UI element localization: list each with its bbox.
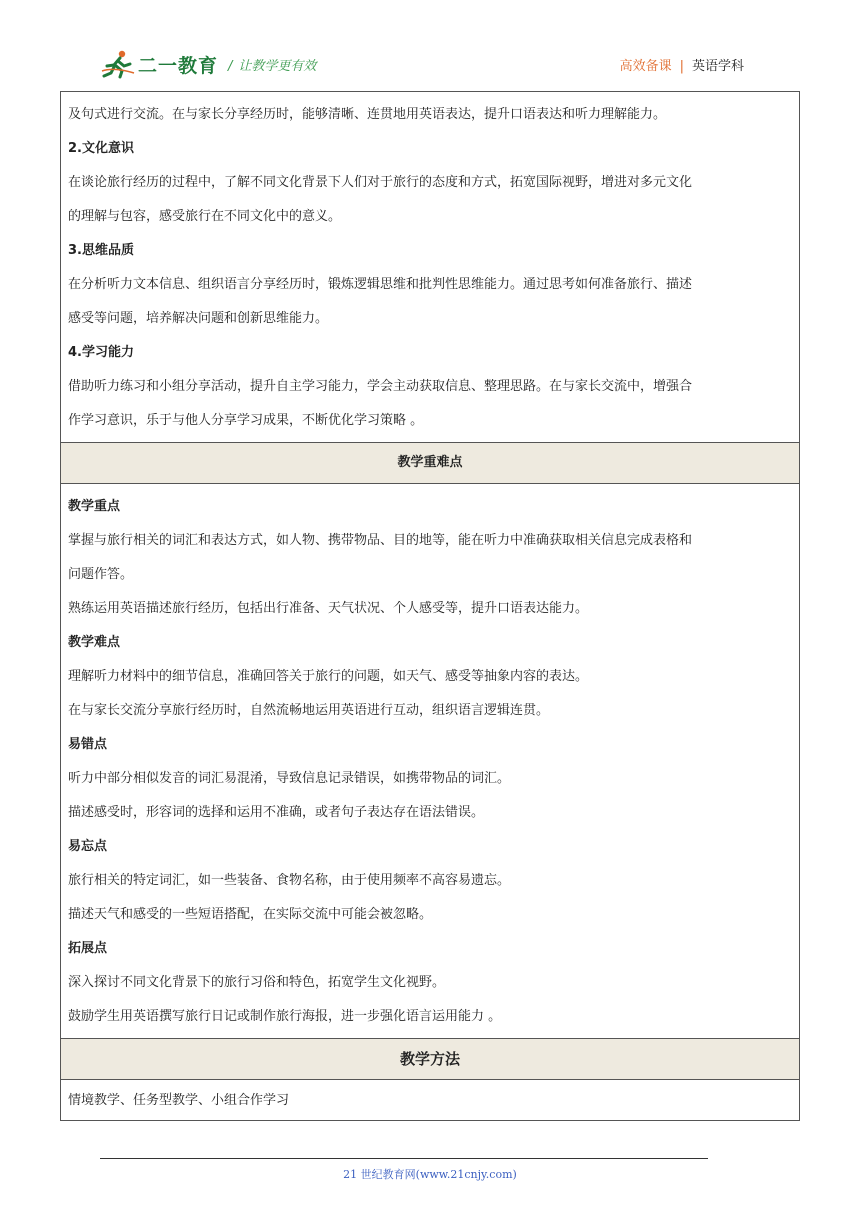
key-point-line: 旅行相关的特定词汇，如一些装备、食物名称，由于使用频率不高容易遗忘。: [68, 873, 511, 888]
objective-line: 的理解与包容，感受旅行在不同文化中的意义。: [68, 209, 342, 224]
key-point-line: 描述感受时，形容词的选择和运用不准确，或者句子表达存在语法错误。: [68, 805, 485, 820]
key-point-heading: 拓展点: [68, 941, 108, 956]
header-subject: 英语学科: [691, 59, 744, 74]
key-points-section: [61, 484, 799, 1038]
key-point-line: 听力中部分相似发音的词汇易混淆，导致信息记录错误，如携带物品的词汇。: [68, 771, 511, 786]
objective-line: 感受等问题，培养解决问题和创新思维能力。: [68, 311, 329, 326]
key-point-line: 在与家长交流分享旅行经历时，自然流畅地运用英语进行互动，组织语言逻辑连贯。: [68, 703, 550, 718]
key-point-line: 熟练运用英语描述旅行经历，包括出行准备、天气状况、个人感受等，提升口语表达能力。: [68, 601, 589, 616]
logo: [100, 48, 218, 80]
key-point-line: 鼓励学生用英语撰写旅行日记或制作旅行海报，进一步强化语言运用能力 。: [68, 1009, 502, 1024]
key-point-line: 问题作答。: [68, 567, 134, 582]
lesson-table: [60, 91, 800, 1121]
key-point-line: 描述天气和感受的一些短语搭配，在实际交流中可能会被忽略。: [68, 907, 433, 922]
runner-logo-icon: [100, 49, 136, 79]
objective-line: 在谈论旅行经历的过程中，了解不同文化背景下人们对于旅行的态度和方式，拓宽国际视野，增进对多元文化: [68, 175, 693, 190]
objective-line: 借助听力练习和小组分享活动，提升自主学习能力，学会主动获取信息、整理思路。在与家长交流中，增强合: [68, 379, 693, 394]
footer-text: 21 世纪教育网(www.21cnjy.com): [343, 1168, 517, 1181]
key-point-line: 深入探讨不同文化背景下的旅行习俗和特色，拓宽学生文化视野。: [68, 975, 446, 990]
slogan-divider: /: [228, 59, 233, 74]
key-point-heading: 教学难点: [68, 635, 121, 650]
header-separator: |: [679, 59, 684, 74]
key-point-heading: 易错点: [68, 737, 108, 752]
slogan: [228, 55, 316, 74]
key-points-header: 教学重难点: [61, 442, 799, 484]
objective-line: 作学习意识，乐于与他人分享学习成果，不断优化学习策略 。: [68, 413, 424, 428]
methods-text: 情境教学、任务型教学、小组合作学习: [68, 1093, 290, 1108]
page-header: [100, 44, 760, 84]
objective-heading: 3.思维品质: [68, 243, 134, 258]
header-highlight: 高效备课: [619, 59, 672, 74]
logo-text: 二一教育: [138, 54, 219, 77]
key-point-line: 掌握与旅行相关的词汇和表达方式，如人物、携带物品、目的地等，能在听力中准确获取相关信息完成表格和: [68, 533, 693, 548]
methods-header: 教学方法: [61, 1038, 799, 1080]
key-point-line: 理解听力材料中的细节信息，准确回答关于旅行的问题，如天气、感受等抽象内容的表达。: [68, 669, 589, 684]
key-point-heading: 易忘点: [68, 839, 108, 854]
objective-line: 在分析听力文本信息、组织语言分享经历时，锻炼逻辑思维和批判性思维能力。通过思考如何准备旅行、描述: [68, 277, 693, 292]
objective-heading: 2.文化意识: [68, 141, 134, 156]
footer-divider: [100, 1158, 708, 1159]
objective-heading: 4.学习能力: [68, 345, 134, 360]
objectives-section: [61, 92, 799, 442]
slogan-text: 让教学更有效: [238, 59, 317, 74]
continued-text: 及句式进行交流。在与家长分享经历时，能够清晰、连贯地用英语表达，提升口语表达和听力理解能力。: [68, 107, 667, 122]
methods-section: [61, 1080, 799, 1120]
key-point-heading: 教学重点: [68, 499, 121, 514]
header-right: [620, 55, 744, 74]
